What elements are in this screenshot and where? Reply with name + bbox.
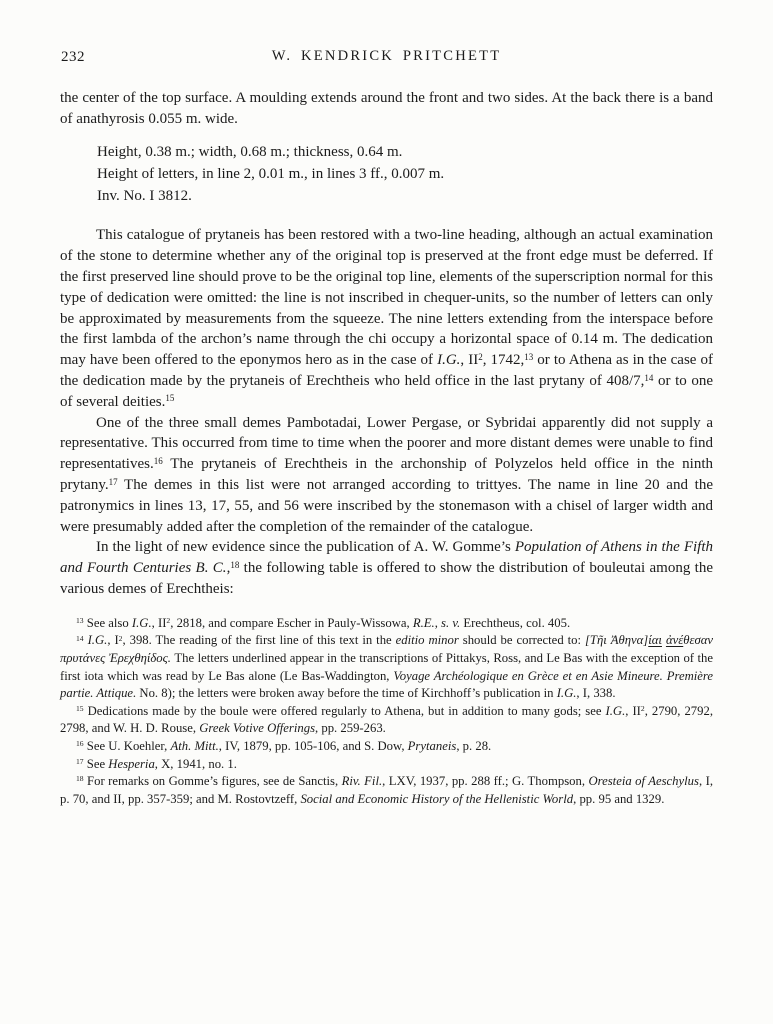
demes-paragraph: One of the three small demes Pambotadai, Lower Pergase, or Sybridai apparently did not supply a representative. This occurred from time to time when the poorer and more distant demes were unable to find representatives.$^{16}$ The prytaneis of Erechtheis in the archonship of Polyzelos held office in the ninth prytany.$^{17}$ The demes in this list were not arranged according to trittyes. The name in line 20 and the patronymics in lines 13, 17, 55, and 56 were inscribed by the stonemason with a chisel of larger width and were presumably added after the completion of the remainder of the catalogue. [60,414,713,535]
running-head-title: W. KENDRICK PRITCHETT [271,48,502,64]
footnote-17: $^{17}$ See Hesperia, X, 1941, no. 1. [76,756,237,771]
footnote-13: $^{13}$ See also I.G., $II^2$, 2818, and compare Escher in Pauly-Wissowa, R.E., s. v. Erechtheus, col. 405. [76,615,571,630]
running-head [60,48,713,70]
page-number: 232 [61,49,85,65]
measurement-line-letters: Height of letters, in line 2, 0.01 m., in lines 3 ff., 0.007 m. [97,165,445,182]
catalogue-paragraph: This catalogue of prytaneis has been restored with a two-line heading, although an actual examination of the stone to determine whether any of the original top is preserved at the front edge must be deferred. If the first preserved line should prove to be the original top line, elements of the superscription normal for this type of dedication were omitted: the line is not inscribed in chequer-units, so the number of letters can only be approximated by measurements from the squeeze. The nine letters extending from the interspace before the first lambda of the archon’s name through the chi occupy a horizontal space of 0.14 m. The dedication may have been offered to the eponymos hero as in the case of I.G., $II^2$, 1742,13 or to Athena as in the case of the dedication made by the prytaneis of Erechtheis who held office in the last prytany of 408/7,14 or to one of several deities.$^{15}$ [60,227,713,410]
page-body [60,88,713,808]
measurements-block [97,141,713,208]
footnotes-block [60,615,713,809]
footnote-18: $^{18}$ For remarks on Gomme’s figures, see de Sanctis, Riv. Fil., LXV, 1937, pp. 288 ff.; G. Thompson, Oresteia of Aeschylus, I, p. 70, and II, pp. 357-359; and M. Rostovtzeff, Social and Economic History of the Hellenistic World, pp. 95 and 1329. [60,774,713,806]
footnote-14: $^{14}$ I.G., $I^2$, 398. The reading of the first line of this text in the editio minor should be corrected to: [Τῆι Ἀθηνα]ίαι ἀνέθεσαν πρυτάνες Ἐρεχθηίδος. The letters underlined appear in the transcriptions of Pittakys, Ross, and Le Bas with the exception of the first iota which was read by Le Bas alone (Le Bas-Waddington, Voyage Archéologique en Grèce et en Asie Mineure. Première partie. Attique. No. 8); the letters were broken away before the time of Kirchhoff’s publication in I.G., I, 338. [60,633,714,701]
measurement-line-inventory: Inv. No. I 3812. [97,188,192,205]
continuation-paragraph: the center of the top surface. A moulding extends around the front and two sides. At the back there is a band of anathyrosis 0.055 m. wide. [60,90,713,127]
gomme-paragraph: In the light of new evidence since the publication of A. W. Gomme’s Population of Athens in the Fifth and Fourth Centuries B. C.,$^{18}$ the following table is offered to show the distribution of bouleutai among the various demes of Erechtheis: [60,539,714,598]
measurement-line-dimensions: Height, 0.38 m.; width, 0.68 m.; thickness, 0.64 m. [97,143,403,160]
footnote-15: $^{15}$ Dedications made by the boule were offered regularly to Athena, but in addition to many gods; see I.G., $II^2$, 2790, 2792, 2798, and W. H. D. Rouse, Greek Votive Offerings, pp. 259-263. [60,703,714,736]
footnote-16: $^{16}$ See U. Koehler, Ath. Mitt., IV, 1879, pp. 105-106, and S. Dow, Prytaneis, p. 28. [76,738,492,753]
